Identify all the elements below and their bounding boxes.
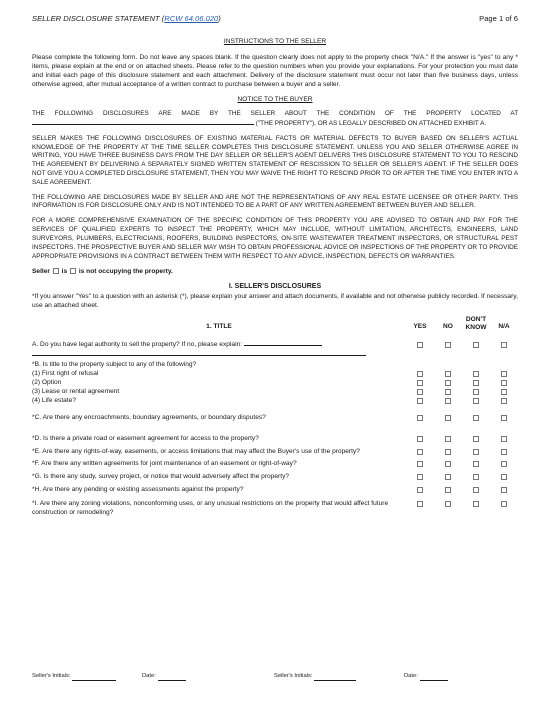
question-a-explain-field[interactable] <box>244 340 322 346</box>
table-row <box>32 360 518 409</box>
b4-yes-checkbox[interactable] <box>417 398 423 404</box>
d-yes-checkbox[interactable] <box>417 436 423 442</box>
question-b1-text: (1) First right of refusal <box>32 369 99 377</box>
a-no-checkbox[interactable] <box>445 342 451 348</box>
f-yes-checkbox[interactable] <box>417 461 423 467</box>
seller-occupancy-prefix: Seller <box>32 268 50 276</box>
e-no-checkbox[interactable] <box>445 449 451 455</box>
date-label-2: Date: <box>404 673 418 679</box>
table-row <box>32 499 518 521</box>
col-dont-know-line2: KNOW <box>465 323 487 331</box>
notice-paragraph-1 <box>32 110 518 129</box>
i-yes-checkbox[interactable] <box>417 501 423 507</box>
b2-no-checkbox[interactable] <box>445 380 451 386</box>
form-title-text: SELLER DISCLOSURE STATEMENT <box>32 14 160 23</box>
col-dont-know-line1: DON'T <box>465 316 487 324</box>
a-dont-know-checkbox[interactable] <box>473 342 479 348</box>
d-no-checkbox[interactable] <box>445 436 451 442</box>
table-row <box>32 340 518 360</box>
b4-no-checkbox[interactable] <box>445 398 451 404</box>
seller-occupancy-suffix: is not occupying the property. <box>78 268 173 276</box>
c-dont-know-checkbox[interactable] <box>473 415 479 421</box>
a-yes-checkbox[interactable] <box>417 342 423 348</box>
statute-link[interactable]: RCW 64.06.020 <box>164 14 219 23</box>
table-row <box>32 459 518 472</box>
title-questions-table <box>32 316 518 520</box>
sellers-initials-field-2[interactable] <box>314 675 356 681</box>
page-footer <box>32 673 518 681</box>
g-na-checkbox[interactable] <box>501 474 507 480</box>
b2-dont-know-checkbox[interactable] <box>473 380 479 386</box>
h-no-checkbox[interactable] <box>445 487 451 493</box>
sellers-initials-label-2: Seller's Initials: <box>274 673 313 679</box>
b4-na-checkbox[interactable] <box>501 398 507 404</box>
table-row <box>32 472 518 485</box>
table-row <box>32 409 518 426</box>
b3-dont-know-checkbox[interactable] <box>473 389 479 395</box>
question-f: *F. Are there any written agreements for joint maintenance of an easement or right-of-way? <box>32 460 297 468</box>
question-a <box>32 340 406 360</box>
table-row <box>32 426 518 447</box>
page-number: Page 1 of 6 <box>479 14 518 23</box>
b4-dont-know-checkbox[interactable] <box>473 398 479 404</box>
question-e: *E. Are there any rights-of-way, easements, or access limitations that may affect the Buyer's use of the property? <box>32 448 360 456</box>
b1-na-checkbox[interactable] <box>501 371 507 377</box>
instructions-body: Please complete the following form. Do not leave any spaces blank. If the question clearly does not apply to the property check "N/A." If the answer is "yes" to any * items, please explain at the end or on attached sheets. Please refer to the question numbers when you provide your explanations. For your protection you must date and initial each page of this disclosure statement and each attachment. Delivery of the disclosure statement must occur not later than five business days, unless otherwise agreed, after mutual acceptance of a written contract to purchase between a buyer and a seller. <box>32 53 518 88</box>
c-no-checkbox[interactable] <box>445 415 451 421</box>
h-na-checkbox[interactable] <box>501 487 507 493</box>
notice-heading: NOTICE TO THE BUYER <box>237 95 313 103</box>
b3-yes-checkbox[interactable] <box>417 389 423 395</box>
col-yes: YES <box>413 323 427 331</box>
date-field-1[interactable] <box>158 675 186 681</box>
seller-occupancy-line <box>32 267 518 276</box>
e-yes-checkbox[interactable] <box>417 449 423 455</box>
paren-close: ) <box>218 14 221 23</box>
notice-paragraph-4: FOR A MORE COMPREHENSIVE EXAMINATION OF THE SPECIFIC CONDITION OF THIS PROPERTY YOU ARE ADVISED TO OBTAIN AND PAY FOR THE SERVICES OF QUALIFIED EXPERTS TO INSPECT THE PROPERTY, WHICH MAY INCLUDE, WITHOUT LIMITATION, ARCHITECTS, ENGINEERS, LAND SURVEYORS, PLUMBERS, ELECTRICIANS, ROOFERS, BUILDING INSPECTORS, ON-SITE WASTEWATER TREATMENT INSPECTORS, OR STRUCTURAL PEST INSPECTORS. THE PROSPECTIVE BUYER AND SELLER MAY WISH TO OBTAIN PROFESSIONAL ADVICE OR INSPECTIONS OF THE PROPERTY OR TO PROVIDE APPROPRIATE PROVISIONS IN A CONTRACT BETWEEN THEM WITH RESPECT TO ANY ADVICE, INSPECTION, DEFECTS OR WARRANTIES. <box>32 217 518 260</box>
question-d: *D. Is there a private road or easement agreement for access to the property? <box>32 435 259 443</box>
footer-date-2 <box>404 673 448 681</box>
property-address-field[interactable] <box>32 119 254 125</box>
b1-yes-checkbox[interactable] <box>417 371 423 377</box>
date-label-1: Date: <box>142 673 156 679</box>
question-c: *C. Are there any encroachments, boundary agreements, or boundary disputes? <box>32 414 266 422</box>
question-a-text: A. Do you have legal authority to sell the property? If no, please explain: <box>32 340 243 348</box>
page-header <box>32 14 518 24</box>
i-na-checkbox[interactable] <box>501 501 507 507</box>
c-na-checkbox[interactable] <box>501 415 507 421</box>
b2-na-checkbox[interactable] <box>501 380 507 386</box>
footer-date-1 <box>142 673 274 681</box>
e-dont-know-checkbox[interactable] <box>473 449 479 455</box>
table-row <box>32 485 518 498</box>
i-no-checkbox[interactable] <box>445 501 451 507</box>
b1-dont-know-checkbox[interactable] <box>473 371 479 377</box>
instructions-heading: INSTRUCTIONS TO THE SELLER <box>223 38 327 46</box>
table-header-row <box>32 316 518 339</box>
date-field-2[interactable] <box>420 675 448 681</box>
subsection-heading: 1. TITLE <box>206 323 232 331</box>
col-na: N/A <box>498 323 510 331</box>
g-yes-checkbox[interactable] <box>417 474 423 480</box>
col-dont-know <box>462 316 490 339</box>
question-b4-text: (4) Life estate? <box>32 397 76 405</box>
seller-is-not-checkbox[interactable] <box>70 268 76 274</box>
i-dont-know-checkbox[interactable] <box>473 501 479 507</box>
g-dont-know-checkbox[interactable] <box>473 474 479 480</box>
section-title: I. SELLER'S DISCLOSURES <box>228 282 322 290</box>
sellers-initials-field-1[interactable] <box>72 675 116 681</box>
b2-yes-checkbox[interactable] <box>417 380 423 386</box>
h-yes-checkbox[interactable] <box>417 487 423 493</box>
sellers-initials-label-1: Seller's Initials: <box>32 673 71 679</box>
notice-p1-start: THE FOLLOWING DISCLOSURES ARE MADE BY THE SELLER ABOUT THE CONDITION OF THE PROPERTY LOCATED AT <box>32 110 518 118</box>
g-no-checkbox[interactable] <box>445 474 451 480</box>
c-yes-checkbox[interactable] <box>417 415 423 421</box>
table-row <box>32 447 518 459</box>
e-na-checkbox[interactable] <box>501 449 507 455</box>
d-na-checkbox[interactable] <box>501 436 507 442</box>
question-b <box>32 360 406 409</box>
notice-paragraph-2: SELLER MAKES THE FOLLOWING DISCLOSURES OF EXISTING MATERIAL FACTS OR MATERIAL DEFECTS TO BUYER BASED ON SELLER'S ACTUAL KNOWLEDGE OF THE PROPERTY AT THE TIME SELLER COMPLETES THIS DISCLOSURE STATEMENT. UNLESS YOU AND SELLER OTHERWISE AGREE IN WRITING, YOU HAVE THREE BUSINESS DAYS FROM THE DAY SELLER OR SELLER'S AGENT DELIVERS THIS DISCLOSURE STATEMENT TO YOU TO RESCIND THE AGREEMENT BY DELIVERING A SEPARATELY SIGNED WRITTEN STATEMENT OF RESCISSION TO SELLER OR SELLER'S AGENT. IF THE SELLER DOES NOT GIVE YOU A COMPLETED DISCLOSURE STATEMENT, THEN YOU MAY WAIVE THE RIGHT TO RESCIND PRIOR TO OR AFTER THE TIME YOU ENTER INTO A SALE AGREEMENT. <box>32 134 518 186</box>
footer-initials-2 <box>274 673 404 681</box>
question-h: *H. Are there any pending or existing assessments against the property? <box>32 486 244 494</box>
f-dont-know-checkbox[interactable] <box>473 461 479 467</box>
f-no-checkbox[interactable] <box>445 461 451 467</box>
h-dont-know-checkbox[interactable] <box>473 487 479 493</box>
footer-initials-1 <box>32 673 142 681</box>
notice-paragraph-3: THE FOLLOWING ARE DISCLOSURES MADE BY SELLER AND ARE NOT THE REPRESENTATIONS OF ANY REAL ESTATE LICENSEE OR OTHER PARTY. THIS INFORMATION IS FOR DISCLOSURE ONLY AND IS NOT INTENDED TO BE A PART OF ANY WRITTEN AGREEMENT BETWEEN BUYER AND SELLER. <box>32 193 518 210</box>
b3-no-checkbox[interactable] <box>445 389 451 395</box>
b1-no-checkbox[interactable] <box>445 371 451 377</box>
question-b2-text: (2) Option <box>32 378 62 386</box>
seller-is-checkbox[interactable] <box>53 268 59 274</box>
question-g: *G. Is there any study, survey project, or notice that would adversely affect the property? <box>32 473 290 481</box>
d-dont-know-checkbox[interactable] <box>473 436 479 442</box>
form-title <box>32 14 221 24</box>
a-na-checkbox[interactable] <box>501 342 507 348</box>
notice-p1-end: ("THE PROPERTY"), OR AS LEGALLY DESCRIBED ON ATTACHED EXHIBIT A. <box>255 119 487 127</box>
paren-open: ( <box>161 14 165 23</box>
seller-is-label: is <box>61 268 68 276</box>
question-i: *I. Are there any zoning violations, nonconforming uses, or any unusual restrictions on the property that would affect future construction or remodeling? <box>32 499 389 516</box>
question-b-text: *B. Is title to the property subject to any of the following? <box>32 360 197 368</box>
question-b3-text: (3) Lease or rental agreement <box>32 387 120 395</box>
question-a-explain-line[interactable] <box>32 350 366 356</box>
section-intro: *If you answer "Yes" to a question with an asterisk (*), please explain your answer and attach documents, if available and not otherwise publicly recorded. If necessary, use an attached sheet. <box>32 293 518 310</box>
f-na-checkbox[interactable] <box>501 461 507 467</box>
col-no: NO <box>443 323 453 331</box>
b3-na-checkbox[interactable] <box>501 389 507 395</box>
